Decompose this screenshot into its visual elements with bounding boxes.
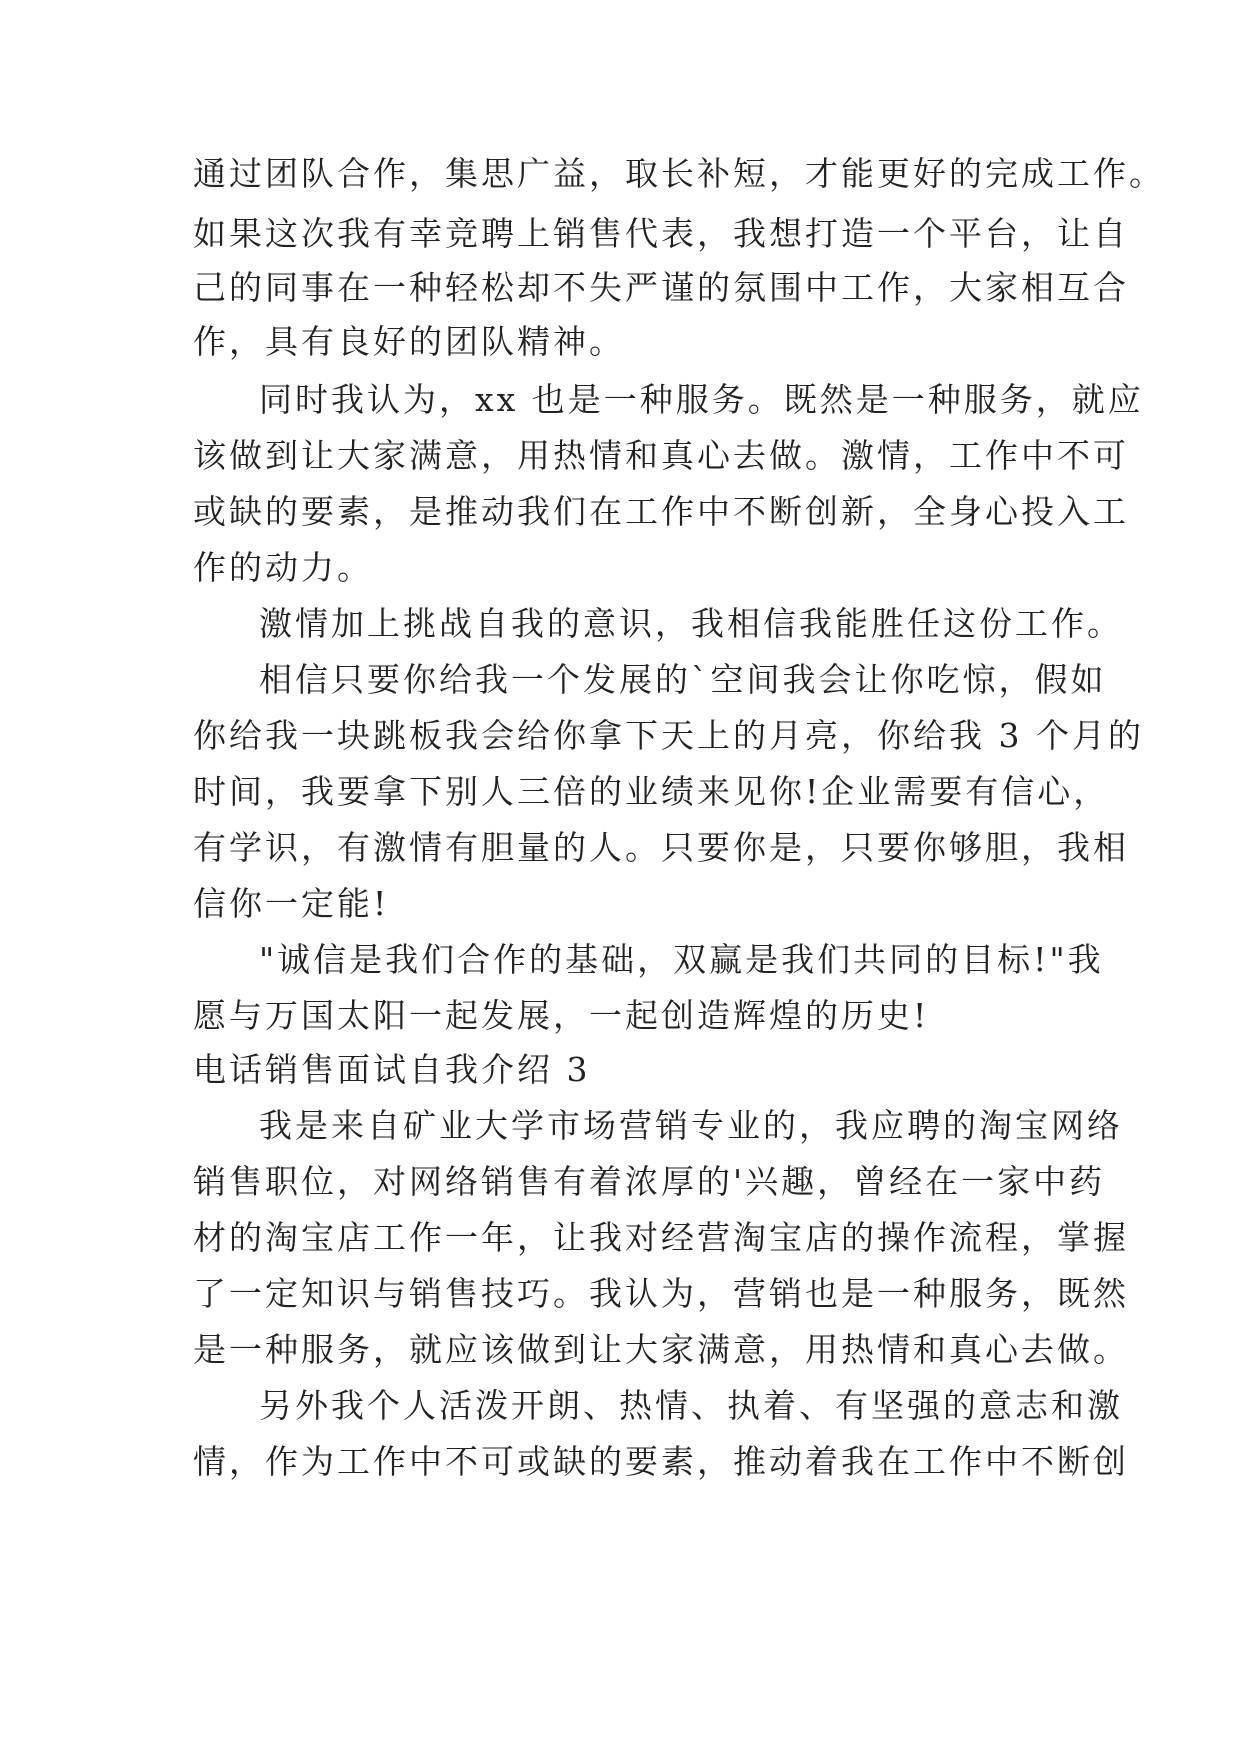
text-line: 同时我认为，xx 也是一种服务。既然是一种服务，就应 <box>259 380 1144 419</box>
text-line: 销售职位，对网络销售有着浓厚的'兴趣，曾经在一家中药 <box>193 1162 1106 1201</box>
text-line: 时间，我要拿下别人三倍的业绩来见你!企业需要有信心， <box>193 772 1110 811</box>
text-line: 该做到让大家满意，用热情和真心去做。激情，工作中不可 <box>193 436 1129 475</box>
text-line: 另外我个人活泼开朗、热情、执着、有坚强的意志和激 <box>259 1386 1123 1425</box>
text-line: 信你一定能! <box>193 884 390 923</box>
text-line: 作，具有良好的团队精神。 <box>193 322 625 361</box>
text-line: "诚信是我们合作的基础，双赢是我们共同的目标!"我 <box>259 940 1104 979</box>
text-line: 有学识，有激情有胆量的人。只要你是，只要你够胆，我相 <box>193 828 1129 867</box>
text-line: 我是来自矿业大学市场营销专业的，我应聘的淘宝网络 <box>259 1106 1123 1145</box>
text-line: 通过团队合作，集思广益，取长补短，才能更好的完成工作。 <box>193 154 1165 193</box>
text-line: 材的淘宝店工作一年，让我对经营淘宝店的操作流程，掌握 <box>193 1218 1129 1257</box>
text-line: 作的动力。 <box>193 548 373 587</box>
text-line: 愿与万国太阳一起发展，一起创造辉煌的历史! <box>193 996 930 1035</box>
text-line: 如果这次我有幸竞聘上销售代表，我想打造一个平台，让自 <box>193 214 1129 253</box>
text-line: 激情加上挑战自我的意识，我相信我能胜任这份工作。 <box>259 604 1123 643</box>
text-line: 是一种服务，就应该做到让大家满意，用热情和真心去做。 <box>193 1330 1129 1369</box>
text-line: 己的同事在一种轻松却不失严谨的氛围中工作，大家相互合 <box>193 268 1129 307</box>
text-line: 相信只要你给我一个发展的`空间我会让你吃惊，假如 <box>259 660 1107 699</box>
text-line: 你给我一块跳板我会给你拿下天上的月亮，你给我 3 个月的 <box>193 716 1144 755</box>
text-line: 了一定知识与销售技巧。我认为，营销也是一种服务，既然 <box>193 1274 1129 1313</box>
text-line: 情，作为工作中不可或缺的要素，推动着我在工作中不断创 <box>193 1442 1129 1481</box>
section-heading: 电话销售面试自我介绍 3 <box>193 1050 591 1089</box>
text-line: 或缺的要素，是推动我们在工作中不断创新，全身心投入工 <box>193 492 1129 531</box>
